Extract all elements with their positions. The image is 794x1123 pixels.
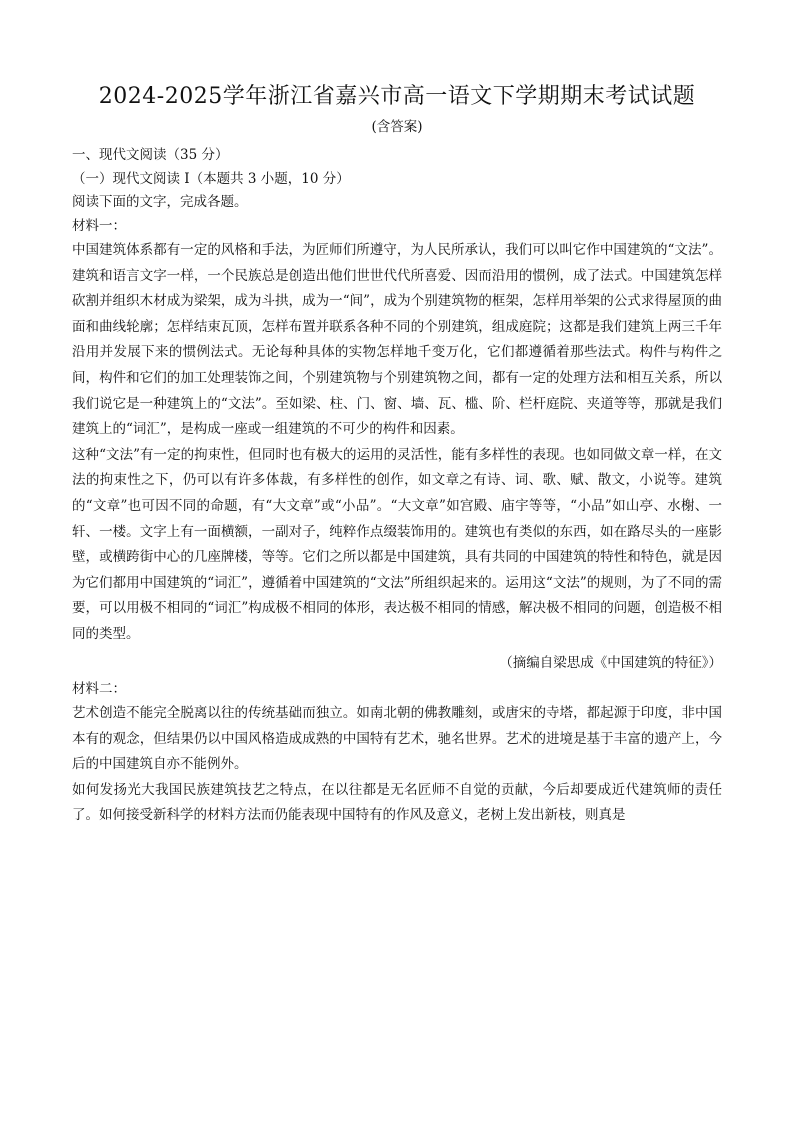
material-one-label: 材料一： [72, 217, 126, 234]
reading-instruction: 阅读下面的文字，完成各题。 [72, 194, 248, 210]
document-subtitle: (含答案) [371, 119, 423, 135]
material-one-paragraph-1: 中国建筑体系都有一定的风格和手法，为匠师们所遵守，为人民所承认，我们可以叫它作中国建筑的“文法”。建筑和语言文字一样，一个民族总是创造出他们世世代代所喜爱、因而沿用的惯例，成了法式。中国建筑怎样砍割并组织木材成为梁架，成为斗拱，成为一“间”，成为个别建筑物的框架，怎样用举架的公式求得屋顶的曲面和曲线轮廓；怎样结束瓦顶，怎样布置并联系各种不同的个别建筑，组成庭院；这都是我们建筑上两三千年沿用并发展下来的惯例法式。无论每种具体的实物怎样地千变万化，它们都遵循着那些法式。构件与构件之间，构件和它们的加工处理装饰之间，个别建筑物与个别建筑物之间，都有一定的处理方法和相互关系，所以我们说它是一种建筑上的“文法”。至如梁、柱、门、窗、墙、瓦、槛、阶、栏杆庭院、夹道等等，那就是我们建筑上的“词汇”，是构成一座或一组建筑的不可少的构件和因素。 [72, 242, 722, 438]
material-two-paragraph-1: 艺术创造不能完全脱离以往的传统基础而独立。如南北朝的佛教雕刻，或唐宋的寺塔，都起源于印度，非中国本有的观念，但结果仍以中国风格造成成熟的中国特有艺术，驰名世界。艺术的进境是基于丰富的遗产上，今后的中国建筑自亦不能例外。 [72, 705, 722, 773]
material-two-label: 材料二： [72, 680, 126, 697]
material-one-paragraph-2: 这种“文法”有一定的拘束性，但同时也有极大的运用的灵活性，能有多样性的表现。也如同做文章一样，在文法的拘束性之下，仍可以有许多体裁，有多样性的创作，如文章之有诗、词、歌、赋、散文，小说等。建筑的“文章”也可因不同的命题，有“大文章”或“小品”。“大文章”如宫殿、庙宇等等，“小品”如山亭、水榭、一轩、一楼。文字上有一面横额，一副对子，纯粹作点缀装饰用的。建筑也有类似的东西，如在路尽头的一座影壁，或横跨街中心的几座牌楼，等等。它们之所以都是中国建筑，具有共同的中国建筑的特性和特色，就是因为它们都用中国建筑的“词汇”，遵循着中国建筑的“文法”所组织起来的。运用这“文法”的规则，为了不同的需要，可以用极不相同的“词汇”构成极不相同的体形，表达极不相同的情感，解决极不相同的问题，创造极不相同的类型。 [72, 446, 722, 642]
section-heading: 一、现代文阅读（35 分） [72, 147, 229, 163]
material-two-paragraph-2: 如何发扬光大我国民族建筑技艺之特点，在以往都是无名匠师不自觉的贡献，今后却要成近代建筑师的责任了。如何接受新科学的材料方法而仍能表现中国特有的作风及意义，老树上发出新枝，则真是 [72, 781, 722, 824]
material-one-source: （摘编自梁思成《中国建筑的特征》） [499, 654, 722, 671]
document-title: 2024-2025学年浙江省嘉兴市高一语文下学期期末考试试题 [98, 84, 696, 109]
subsection-heading: （一）现代文阅读 I（本题共 3 小题，10 分） [72, 170, 350, 187]
